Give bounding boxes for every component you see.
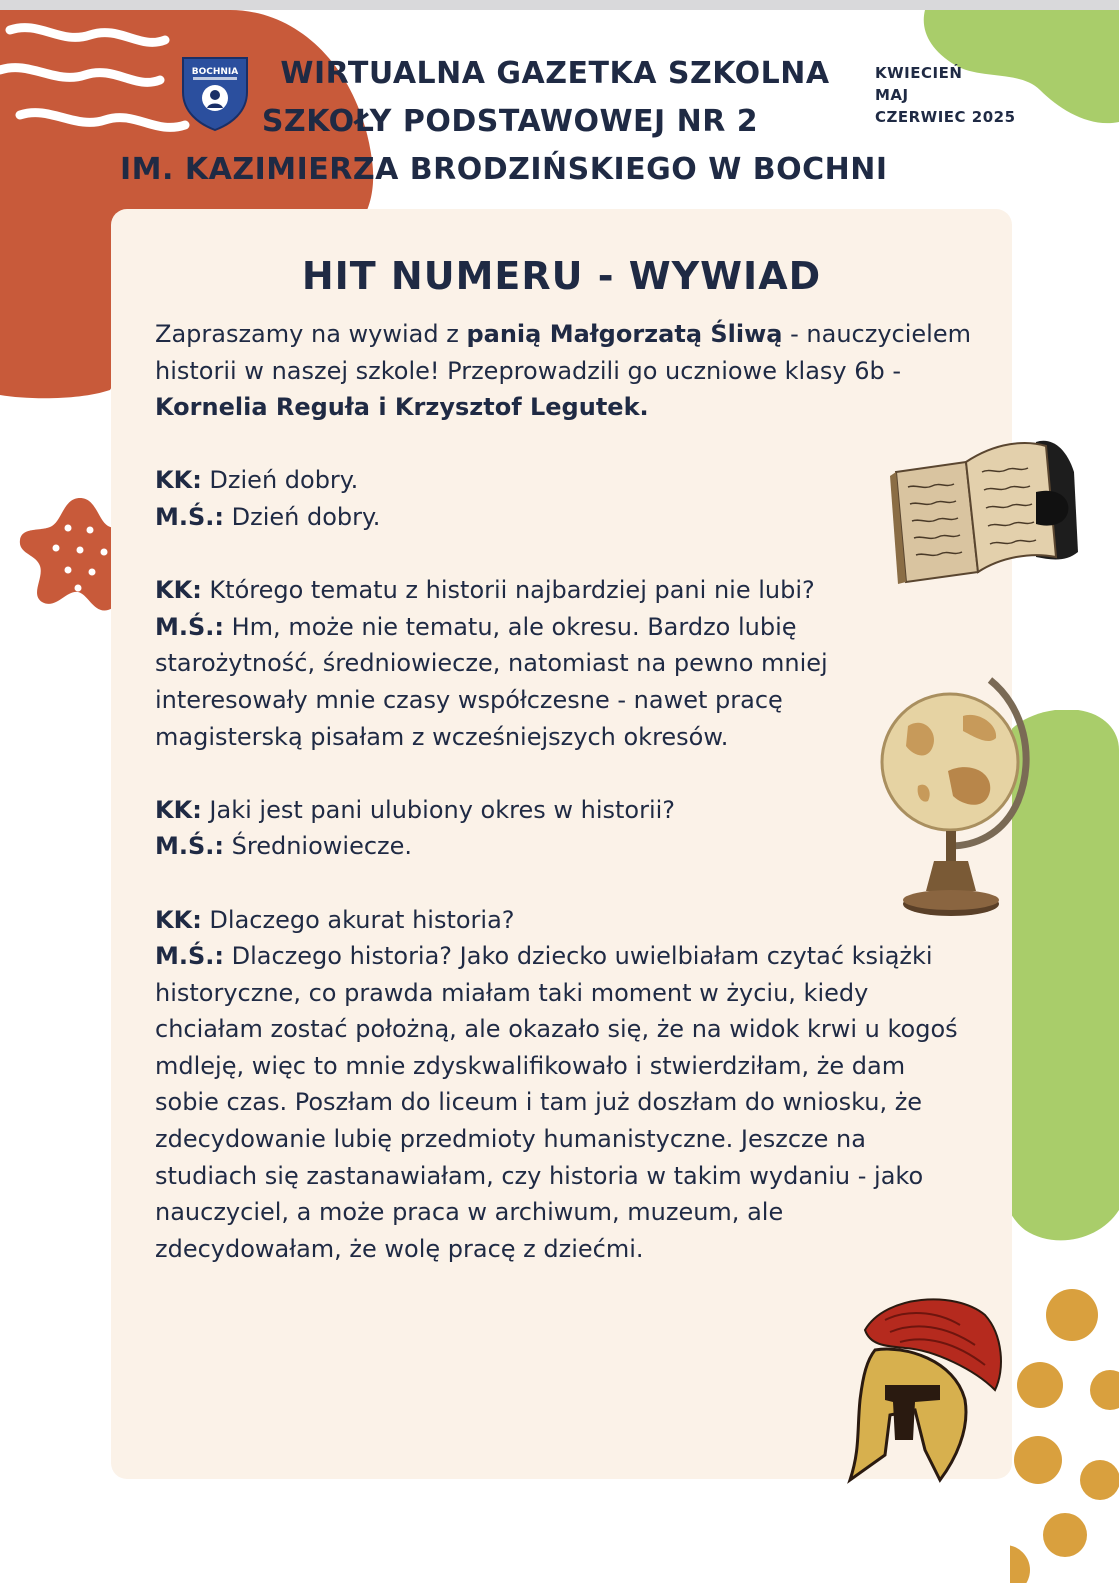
date-month-1: KWIECIEŃ <box>875 64 963 82</box>
logo-text: BOCHNIA <box>191 67 239 77</box>
title-line-2: SZKOŁY PODSTAWOWEJ NR 2 <box>261 104 759 139</box>
answer-text: Hm, może nie tematu, ale okresu. Bardzo lubię starożytność, średniowiecze, natomiast na pewno mniej interesowały mnie czasy współczesne - nawet pracę magisterską pisałam z wcześniejszych okresów. <box>155 612 828 751</box>
question-1 <box>155 462 975 499</box>
speaker-kk: KK: <box>155 576 202 605</box>
answer-text: Dzień dobry. <box>224 502 381 531</box>
newspaper-title <box>120 50 888 194</box>
section-title: HIT NUMERU - WYWIAD <box>301 254 822 298</box>
date-month-3: CZERWIEC 2025 <box>875 108 1016 126</box>
question-text: Którego tematu z historii najbardziej pani nie lubi? <box>201 576 815 605</box>
intro-paragraph <box>155 316 975 426</box>
mustard-dots-decoration <box>1010 1285 1119 1583</box>
teacher-name: panią Małgorzatą Śliwą <box>466 320 783 348</box>
question-2 <box>155 572 975 609</box>
intro-text-2: - nauczycielem historii w naszej szkole! Przeprowadzili go uczniowe klasy 6b - <box>155 320 971 385</box>
title-line-1: WIRTUALNA GAZETKA SZKOLNA <box>280 56 830 91</box>
speaker-kk: KK: <box>155 795 202 824</box>
question-text: Dlaczego akurat historia? <box>201 905 515 934</box>
question-3 <box>155 792 975 829</box>
answer-3 <box>155 828 975 865</box>
answer-text: Dlaczego historia? Jako dziecko uwielbiałam czytać książki historyczne, co prawda miałam taki moment w życiu, kiedy chciałam zostać położną, ale okazało się, że na widok krwi u kogoś mdleję, więc to mnie zdyskwalifikowało i stwierdziłam, że dam sobie czas. Poszłam do liceum i tam już doszłam do wniosku, że zdecydowanie lubię przedmioty humanistyczne. Jeszcze na studiach się zastanawiałam, czy historia w takim wydaniu - jako nauczyciel, a może praca w archiwum, muzeum, ale zdecydowałam, że wolę pracę z dziećmi. <box>155 942 958 1263</box>
date-month-2: MAJ <box>875 86 909 104</box>
student-names: Kornelia Reguła i Krzysztof Legutek. <box>155 393 649 422</box>
question-text: Dzień dobry. <box>201 466 359 495</box>
intro-text-1: Zapraszamy na wywiad z <box>155 320 467 348</box>
speaker-ms: M.Ś.: <box>155 502 224 531</box>
spartan-helmet-icon <box>845 1290 1005 1485</box>
answer-4 <box>155 938 975 1267</box>
open-book-icon <box>886 432 1081 587</box>
answer-1 <box>155 499 975 536</box>
speaker-ms: M.Ś.: <box>155 612 224 641</box>
speaker-kk: KK: <box>155 466 202 495</box>
speaker-ms: M.Ś.: <box>155 832 224 861</box>
title-line-3: IM. KAZIMIERZA BRODZIŃSKIEGO W BOCHNI <box>120 152 888 187</box>
answer-text: Średniowiecze. <box>224 832 413 861</box>
question-text: Jaki jest pani ulubiony okres w historii? <box>201 795 676 824</box>
issue-dates <box>875 62 1016 128</box>
answer-2 <box>155 609 975 755</box>
speaker-kk: KK: <box>155 905 202 934</box>
top-border <box>0 0 1119 10</box>
question-4 <box>155 902 975 939</box>
interview-article <box>155 316 975 1267</box>
speaker-ms: M.Ś.: <box>155 942 224 971</box>
globe-icon <box>878 676 1038 926</box>
